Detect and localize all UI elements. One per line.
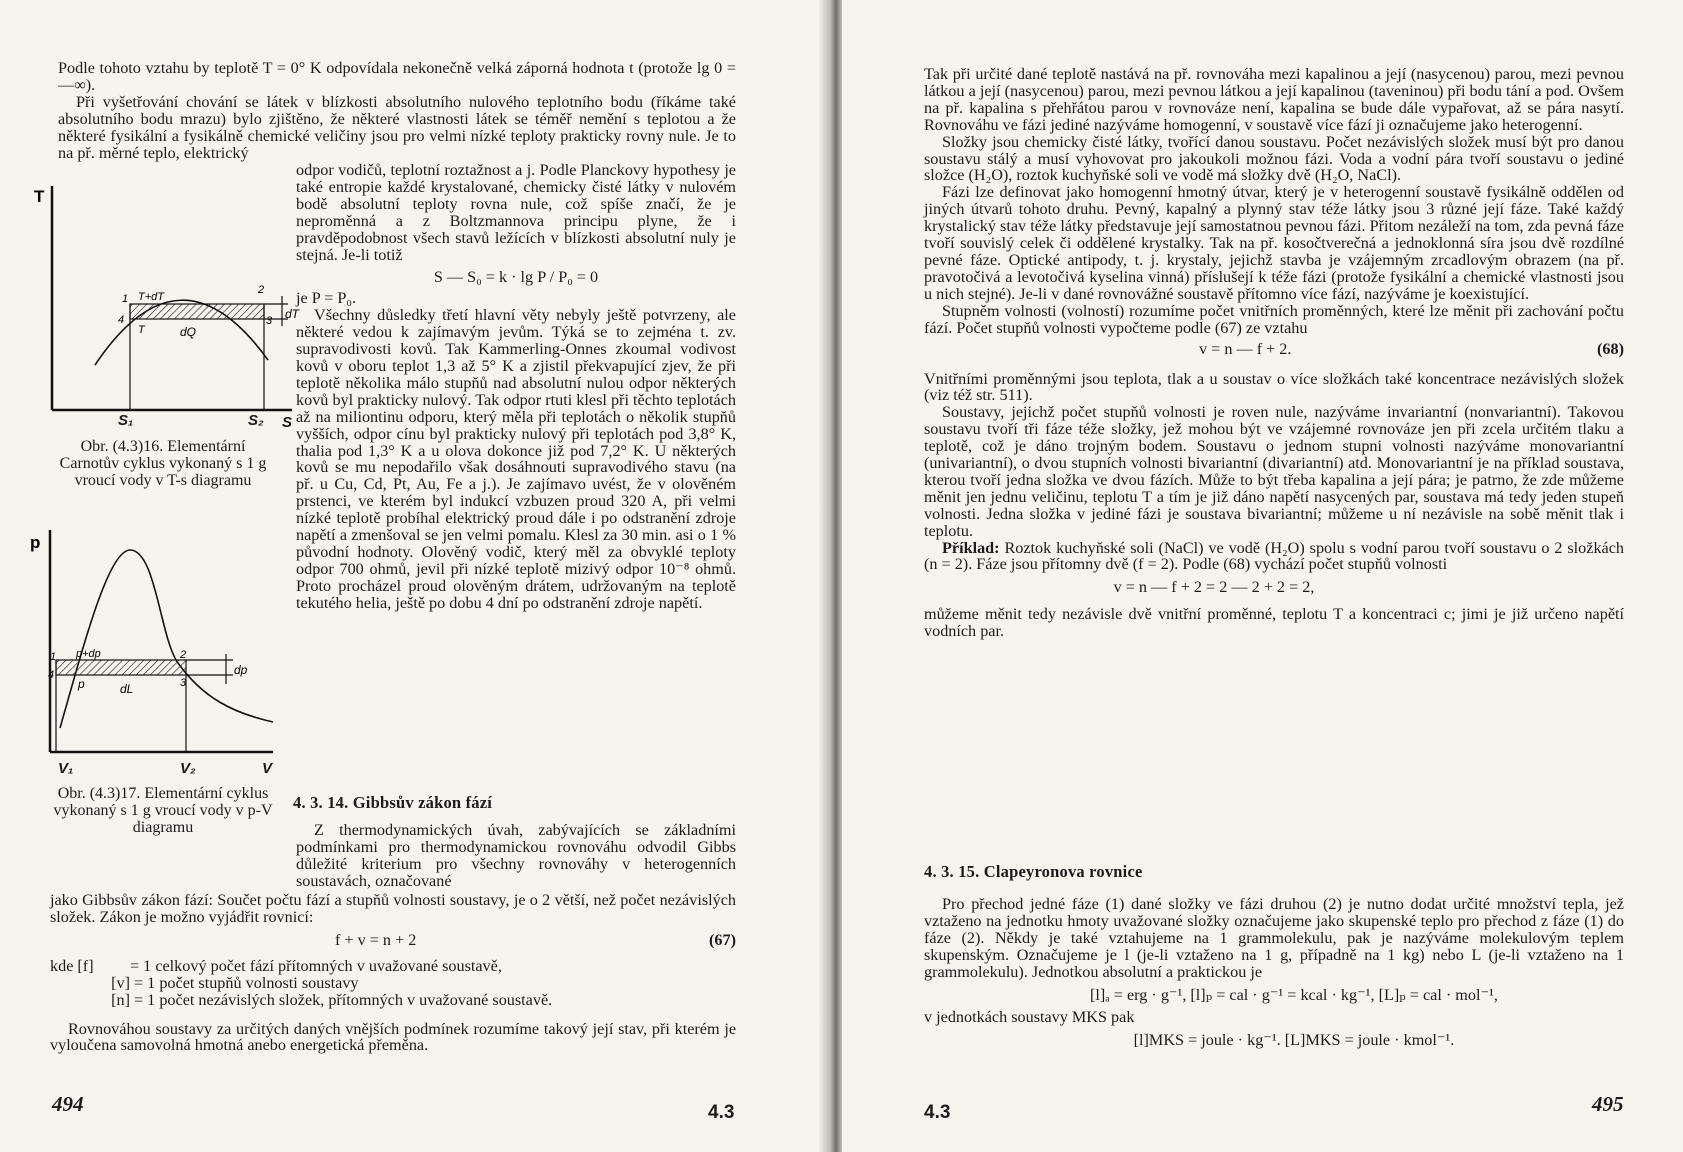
right-main-text — [924, 66, 1624, 640]
figure-17-caption: Obr. (4.3)17. Elementární cyklus vykonaný s 1 g vroucí vody v p-V diagramu — [53, 785, 273, 836]
dp-label: dp — [234, 663, 248, 677]
paragraph — [924, 540, 1624, 574]
example-text: Roztok kuchyňské soli (NaCl) ve vodě (H₂O) spolu s vodní parou tvoří soustavu o 2 složkách (n = 2). Fáze jsou přítomny dvě (f = 2). Podle (68) vychází počet stupňů volnosti — [924, 538, 1624, 574]
paragraph: můžeme měnit tedy nezávisle dvě vnitřní proměnné, teplotu T a koncentraci c; jimi je již určeno napětí vodních par. — [924, 605, 1624, 641]
equation-67 — [50, 932, 736, 954]
svg-text:1: 1 — [122, 293, 129, 305]
t-label: T — [138, 324, 145, 336]
pv-diagram-figure — [28, 528, 278, 758]
v2-label: V₂ — [180, 760, 196, 777]
dl-label: dL — [120, 682, 134, 696]
p-axis-label: p — [30, 533, 41, 552]
paragraph: jako Gibbsův zákon fází: Součet počtu fází a stupňů volnosti soustavy, je o 2 větší, než počet nezávislých složek. Zákon je možno vyjádřit rovnicí: — [50, 891, 736, 926]
svg-text:4: 4 — [118, 314, 125, 326]
paragraph: odpor vodičů, teplotní roztažnost a j. Podle Planckovy hypothesy je také entropie každé krystalované, chemicky čisté látky v nulovém bodě absolutní teploty rovna nule, což spíše značí, že je neproměnná a z Boltzmannova principu plyne, že i pravděpodobnost všech stavů ležících v blízkosti absolutní nuly je stejná. Je-li totiž — [296, 161, 736, 264]
paragraph: Rovnováhou soustavy za určitých daných vnějších podmínek rozumíme takový její stav, při kterém je vyloučena samovolná hmotná anebo energetická přeměna. — [50, 1019, 736, 1055]
paragraph: Při vyšetřování chování se látek v blízkosti absolutního nulového teplotního bodu (říkáme také absolutního bodu mrazu) bylo zjištěno, že některé vlastnosti látek se téměř nemění s teplotou a že některé fysikální a fysikálně chemické veličiny jsou pro velmi nízké teploty prakticky rovny nule. Je to na př. měrné teplo, elektrický — [58, 92, 736, 162]
left-bottom-text — [50, 892, 736, 1054]
page-number-494: 494 — [52, 1092, 84, 1116]
p-label: p — [78, 677, 85, 691]
svg-text:2: 2 — [180, 649, 187, 661]
gibbs-section-heading: 4. 3. 14. Gibbsův zákon fází — [293, 793, 493, 812]
svg-text:1: 1 — [50, 651, 57, 663]
paragraph: Tak při určité dané teplotě nastává na př. rovnováha mezi kapalinou a její (nasycenou) parou, mezi pevnou látkou a její (nasycenou) parou, mezi pevnou látkou a její kapalinou (taveninou) při bodu tání a pod. Ovšem na př. kapalina s přehřátou parou v rovnováze není, kapalina se bude dále vypařovat, až se pára nasytí. Rovnováhu ve fázi jediné nazýváme homogenní, v soustavě více fází ji označujeme jako heterogenní. — [924, 65, 1624, 134]
example-equation: v = n — f + 2 = 2 — 2 + 2 = 2, — [1113, 578, 1315, 597]
equation-67-formula: f + v = n + 2 — [335, 930, 417, 949]
equation-68 — [924, 341, 1624, 363]
definition-row: kde [f] = 1 celkový počet fází přítomných v uvažované soustavě, — [50, 956, 502, 975]
s2-label: S₂ — [248, 412, 264, 429]
paragraph: je P = P₀. — [296, 289, 357, 308]
clapeyron-section-heading: 4. 3. 15. Clapeyronova rovnice — [924, 862, 1143, 881]
right-page — [842, 0, 1683, 1152]
paragraph: Vnitřními proměnnými jsou teplota, tlak a u soustav o více složkách také koncentrace nezávislých složek (viz též str. 511). — [924, 369, 1624, 405]
paragraph: Podle tohoto vztahu by teplotě T = 0° K odpovídala nekonečně velká záporná hodnota t (protože lg 0 = —∞). — [58, 59, 736, 94]
v1-label: V₁ — [58, 760, 74, 777]
paragraph: Fázi lze definovat jako homogenní hmotný útvar, který je v heterogenní soustavě fysikálně oddělen od jiných útvarů tohoto druhu. Pevný, kapalný a plynný stav téže látky jsou 3 různé její fáze. Také každý krystalický stav téže látky představuje její samostatnou pevnou fázi. Přitom nezáleží na tom, zda pevná fáze tvoří souvislý celek či oddělené krystalky. Tak na př. kosočtverečná a jednoklonná síra jsou dvě rozdílné pevné fáze. Optické antipody, t. j. krystaly, jejichž stavba je vzájemným zrcadlovým obrazem (na př. pravotočivá a levotočivá kyselina vinná) příslušejí k téže fázi (protože fysikální a chemické vlastnosti jsou u nich stejné). Je-li v dané rovnovážné soustavě přítomno více fází, nazýváme je koexistující. — [924, 183, 1624, 303]
dq-label: dQ — [180, 325, 197, 339]
section-mark-left: 4.3 — [708, 1102, 735, 1123]
ts-diagram-figure — [30, 180, 300, 420]
p-plus-dp-label: p+dp — [76, 648, 101, 660]
gibbs-column-text — [296, 822, 736, 890]
figure-16-caption: Obr. (4.3)16. Elementární Carnotův cyklus vykonaný s 1 g vroucí vody v T-s diagramu — [59, 438, 267, 489]
hatched-cycle-area — [130, 304, 264, 319]
dt-label: dT — [285, 307, 300, 321]
left-page — [0, 0, 830, 1152]
v-axis-label: V — [262, 760, 273, 777]
s1-label: S₁ — [118, 412, 134, 429]
paragraph: Složky jsou chemicky čisté látky, tvořící danou soustavu. Počet nezávislých složek musí být pro danou soustavu stálý a musí vyhovovat pro jakoukoli možnou fázi. Voda a vodní pára tvoří soustavu o jediné složce (H₂O), roztok kuchyňské soli ve vodě má složky dvě (H₂O, NaCl). — [924, 132, 1624, 185]
definition-row: [n] = 1 počet nezávislých složek, přítomných v uvažované soustavě. — [111, 990, 553, 1009]
svg-text:3: 3 — [180, 677, 187, 689]
units-equation-1: [l]ₐ = erg · g⁻¹, [l]ₚ = cal · g⁻¹ = kcal · kg⁻¹, [L]ₚ = cal · mol⁻¹, — [1090, 985, 1498, 1004]
left-right-column — [296, 162, 736, 612]
page-number-495: 495 — [1592, 1092, 1624, 1116]
hatched-cycle-area — [56, 660, 186, 675]
paragraph: Pro přechod jedné fáze (1) dané složky ve fázi druhou (2) je nutno dodat určité množství tepla, jež vztaženo na jednotku hmoty uvažované složky označujeme jako skupenské teplo pro přechod z fáze (1) do fáze (2). Někdy je také vztahujeme na 1 grammolekulu, pak je nazýváme molekulovým teplem skupenským. Označujeme je l (je-li vztaženo na 1 g, případně na 1 kg) nebo L (je-li vztaženo na 1 grammolekulu). Jednotkou absolutní a praktickou je — [924, 895, 1624, 981]
left-top-text — [58, 60, 736, 161]
example-label: Příklad: — [942, 538, 1000, 557]
svg-text:2: 2 — [258, 284, 265, 296]
entropy-equation: S — S₀ = k · lg P / P₀ = 0 — [433, 268, 599, 287]
paragraph: Z thermodynamických úvah, zabývajících se základními podmínkami pro thermodynamickou rovnováhu odvodil Gibbs důležité kriterium pro všechny rovnováhy v heterogenních soustavách, označované — [296, 821, 736, 890]
units-equation-2: [l]MKS = joule · kg⁻¹. [L]MKS = joule · kmol⁻¹. — [1133, 1031, 1455, 1050]
clapeyron-text — [924, 896, 1624, 1049]
equation-68-number: (68) — [1597, 339, 1624, 358]
paragraph: Všechny důsledky třetí hlavní věty nebyly ještě potvrzeny, ale některé vedou k zajímavým jevům. Týká se to zejména t. zv. supravodivosti kovů. Tak Kammerling-Onnes zkoumal vodivost kovů v oboru teplot 1,3 až 5° K a zjistil překvapující zjev, že při teplotě několika málo stupňů nad absolutní nulou odpor některých kovů byl prakticky nulový. Tak odpor rtuti klesl při těchto teplotách až na miliontinu odporu, který měla při teplotách o několik stupňů vyšších, odpor cínu byl prakticky nulový při teplotách pod 3,8° K, thalia pod 1,3° K a u olova dokonce již pod 7,2° K. U některých kovů se mu nepodařilo však dosáhnouti supravodivého stavu (na př. u Cu, Cd, Pt, Au, Fe a j.). Je zajímavo uvést, že v olověném prstenci, ve kterém byl indukcí vzbuzen proud 320 A, při velmi nízké teplotě probíhal elektrický proud dále i po odstranění zdroje napětí a zmenšoval se jen velmi pomalu. Klesl za 30 min. asi o 1 % původní hodnoty. Olověný vodič, který měl za obvyklé teploty odpor 700 ohmů, jevil při nízké teplotě mizivý odpor 10⁻⁸ ohmů. Proto procházel proud olověným drátem, udržovaným na teplotě tekutého helia, ještě po dobu 4 dní po odstranění zdroje napětí. — [296, 306, 736, 612]
svg-text:3: 3 — [266, 315, 273, 327]
paragraph: v jednotkách soustavy MKS pak — [924, 1008, 1135, 1027]
equation-67-number: (67) — [709, 930, 736, 949]
definitions-list — [50, 958, 736, 1009]
paragraph: Soustavy, jejichž počet stupňů volnosti je roven nule, nazýváme invariantní (nonvariantní). Takovou soustavu tvoří tři fáze téže složky, jež mohou být ve vzájemné rovnováze jen při zcela určitém tlaku a teplotě, což je dáno trojným bodem. Soustavu o jednom stupni volnosti nazýváme monovariantní (univariantní), o dvou stupních volnosti bivariantní (divariantní) atd. Monovariantní je na příklad soustava, kterou tvoří jedna složka ve dvou fázích. Může to být třeba kapalina a její pára; je patrno, že zde můžeme měnit jen jednu veličinu, teplotu T a tím je již dáno napětí nasycených par, soustava má tedy jeden stupeň volnosti. Jedna složka v jediné fázi je soustava bivariantní; můžeme u ní nezávisle na sobě měnit tlak i teplotu. — [924, 403, 1624, 540]
definition-row: [v] = 1 počet stupňů volnosti soustavy — [111, 973, 359, 992]
section-mark-right: 4.3 — [924, 1102, 951, 1123]
saturation-curve — [60, 550, 273, 728]
s-axis-label: S — [282, 414, 293, 431]
paragraph: Stupněm volnosti (volností) rozumíme počet vnitřních proměnných, které lze měnit při zachování počtu fází. Počet stupňů volnosti vypočteme podle (67) ze vztahu — [924, 301, 1624, 337]
svg-text:4: 4 — [48, 669, 55, 681]
t-plus-dt-label: T+dT — [138, 291, 164, 303]
equation-68-formula: v = n — f + 2. — [1199, 339, 1292, 358]
t-axis-label: T — [34, 187, 45, 206]
